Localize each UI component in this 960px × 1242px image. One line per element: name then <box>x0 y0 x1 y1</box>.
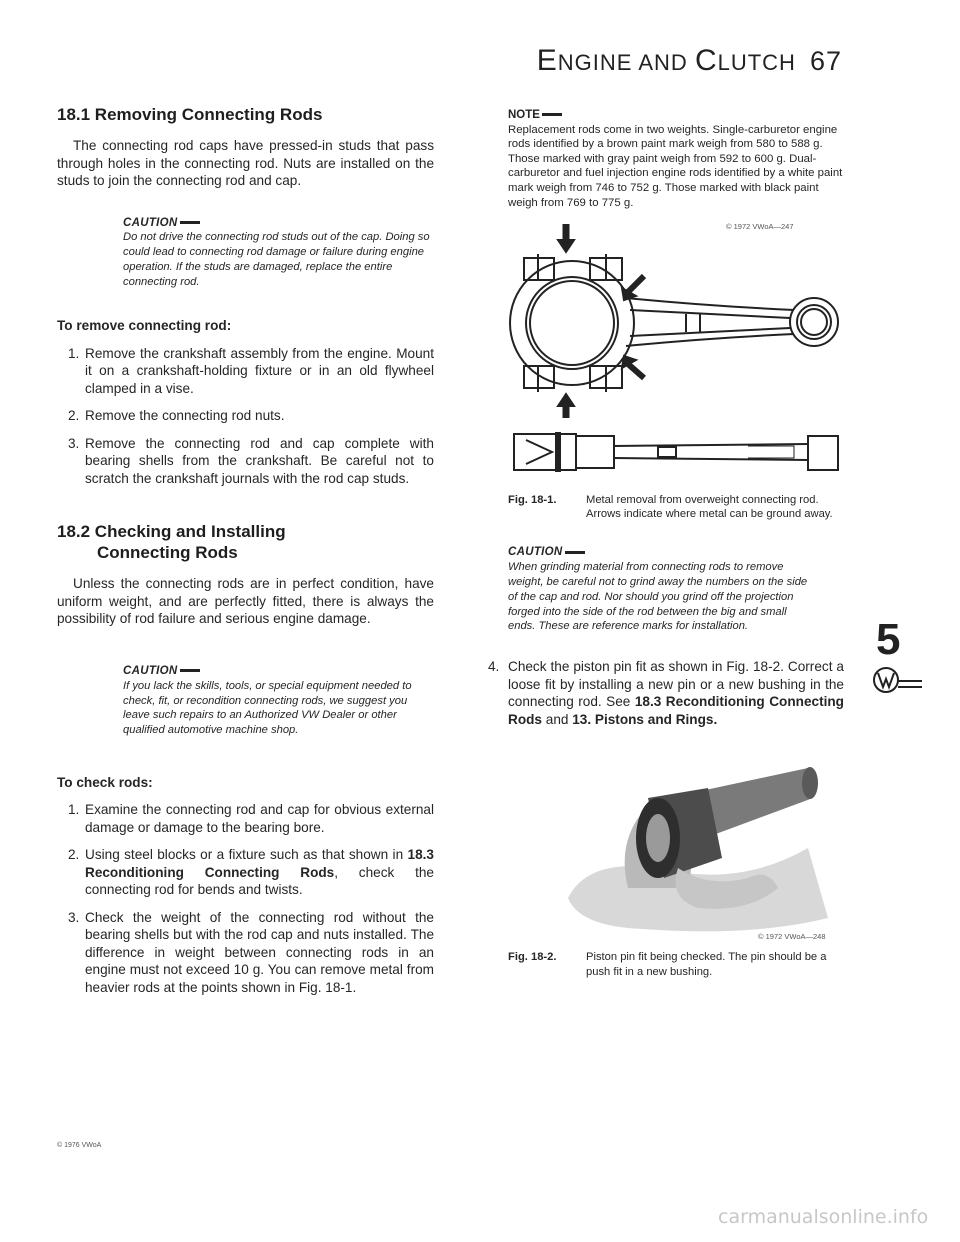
note-box <box>508 108 844 210</box>
list-item: 1. Remove the crankshaft assembly from the engine. Mount it on a crankshaft-holding fixture or in an old flywheel clamped in a vise. <box>68 345 434 396</box>
site-watermark: carmanualsonline.info <box>718 1206 929 1228</box>
step-4-list <box>488 658 844 728</box>
header-ngine: NGINE <box>557 50 633 75</box>
caution-box-1 <box>57 216 435 290</box>
left-column <box>57 104 434 1006</box>
list-item: 3. Remove the connecting rod and cap complete with bearing shells from the crankshaft. Be careful not to scratch the crankshaft journals with the rod cap studs. <box>68 435 434 486</box>
caution-label: CAUTION <box>123 216 435 231</box>
caution-label: CAUTION <box>123 664 435 679</box>
check-steps <box>57 801 434 996</box>
connecting-rod-illustration <box>508 218 844 480</box>
vw-logo-icon <box>872 665 924 695</box>
list-item: 1. Examine the connecting rod and cap for obvious external damage or damage to the bearing bore. <box>68 802 434 835</box>
list-item: 2. Using steel blocks or a fixture such as that shown in 18.3 Reconditioning Connecting Rods, check the connecting rod for bends and twists. <box>68 847 434 898</box>
note-label: NOTE <box>508 108 844 123</box>
caution-text: If you lack the skills, tools, or special equipment needed to check, fit, or recondition connecting rods, we suggest you leave such repairs to an Authorized VW Dealer or other qualified automotive machine shop. <box>123 679 412 737</box>
section-18-2-body: Unless the connecting rods are in perfect condition, have uniform weight, and are perfectly fitted, there is always the possibility of rod failure and serious engine damage. <box>57 576 434 627</box>
list-item: 2. Remove the connecting rod nuts. <box>68 408 285 424</box>
section-18-1-body: The connecting rod caps have pressed-in studs that pass through holes in the connecting rod. Nuts are installed on the studs to join the connecting rod and cap. <box>57 138 434 188</box>
caution-text: Do not drive the connecting rod studs out of the cap. Doing so could lead to connecting rod damage or failure during engine operation. If the studs are damaged, replace the entire connecting rod. <box>123 231 430 288</box>
right-column <box>488 108 844 979</box>
header-c: C <box>694 44 718 77</box>
caution-box-2 <box>57 664 435 738</box>
section-18-1-title: 18.1 Removing Connecting Rods <box>57 105 323 124</box>
caution-text: When grinding material from connecting rods to remove weight, be careful not to grind away the numbers on the side of the cap and rod. Nor should you grind off the projection forged into the side of the rod between the big and small ends. These are reference marks for installation. <box>508 561 808 633</box>
figure-credit: © 1972 VWoA—247 <box>726 222 794 232</box>
caution-label: CAUTION <box>508 545 808 560</box>
note-text: Replacement rods come in two weights. Single-carburetor engine rods identified by a brown paint mark weigh from 580 to 588 g. Those marked with gray paint weigh from 592 to 600 g. Dual-carburetor and fuel injection engine rods identified by a white paint mark weigh from 746 to 752 g. Those marked with black paint weigh from 769 to 775 g. <box>508 123 843 209</box>
copyright-credit: © 1976 VWoA <box>57 1142 102 1149</box>
page-number: 67 <box>809 46 842 76</box>
list-item: 4. Check the piston pin fit as shown in Fig. 18-2. Correct a loose fit by installing a new pin or a new bushing in the connecting rod. See 18.3 Reconditioning Connecting Rods and 13. Pistons and Rings. <box>488 659 844 727</box>
header-and: AND <box>632 50 695 75</box>
caution-box-3 <box>508 545 808 634</box>
figure-18-1 <box>508 218 844 485</box>
remove-procedure-heading: To remove connecting rod: <box>57 318 232 334</box>
list-item: 3. Check the weight of the connecting rod without the bearing shells but with the rod cap and nuts installed. The difference in weight between connecting rods in an engine must not exceed 10 g. You can remove metal from heavier rods at the points shown in Fig. 18-1. <box>68 909 434 995</box>
figure-18-2 <box>508 738 844 942</box>
header-lutch: LUTCH <box>717 50 796 75</box>
figure-18-1-caption: Fig. 18-1. Metal removal from overweight connecting rod. Arrows indicate where metal can be ground away. <box>508 493 833 521</box>
figure-credit: © 1972 VWoA—248 <box>758 932 826 942</box>
section-18-2-title: 18.2 Checking and Installing Connecting Rods <box>57 522 286 563</box>
figure-18-2-caption: Fig. 18-2. Piston pin fit being checked. The pin should be a push fit in a new bushing. <box>508 951 827 978</box>
check-procedure-heading: To check rods: <box>57 774 153 790</box>
chapter-tab-number: 5 <box>876 615 901 664</box>
header-e: E <box>536 44 558 77</box>
running-header <box>537 44 842 78</box>
remove-steps <box>57 345 434 488</box>
piston-pin-photo <box>508 738 844 938</box>
